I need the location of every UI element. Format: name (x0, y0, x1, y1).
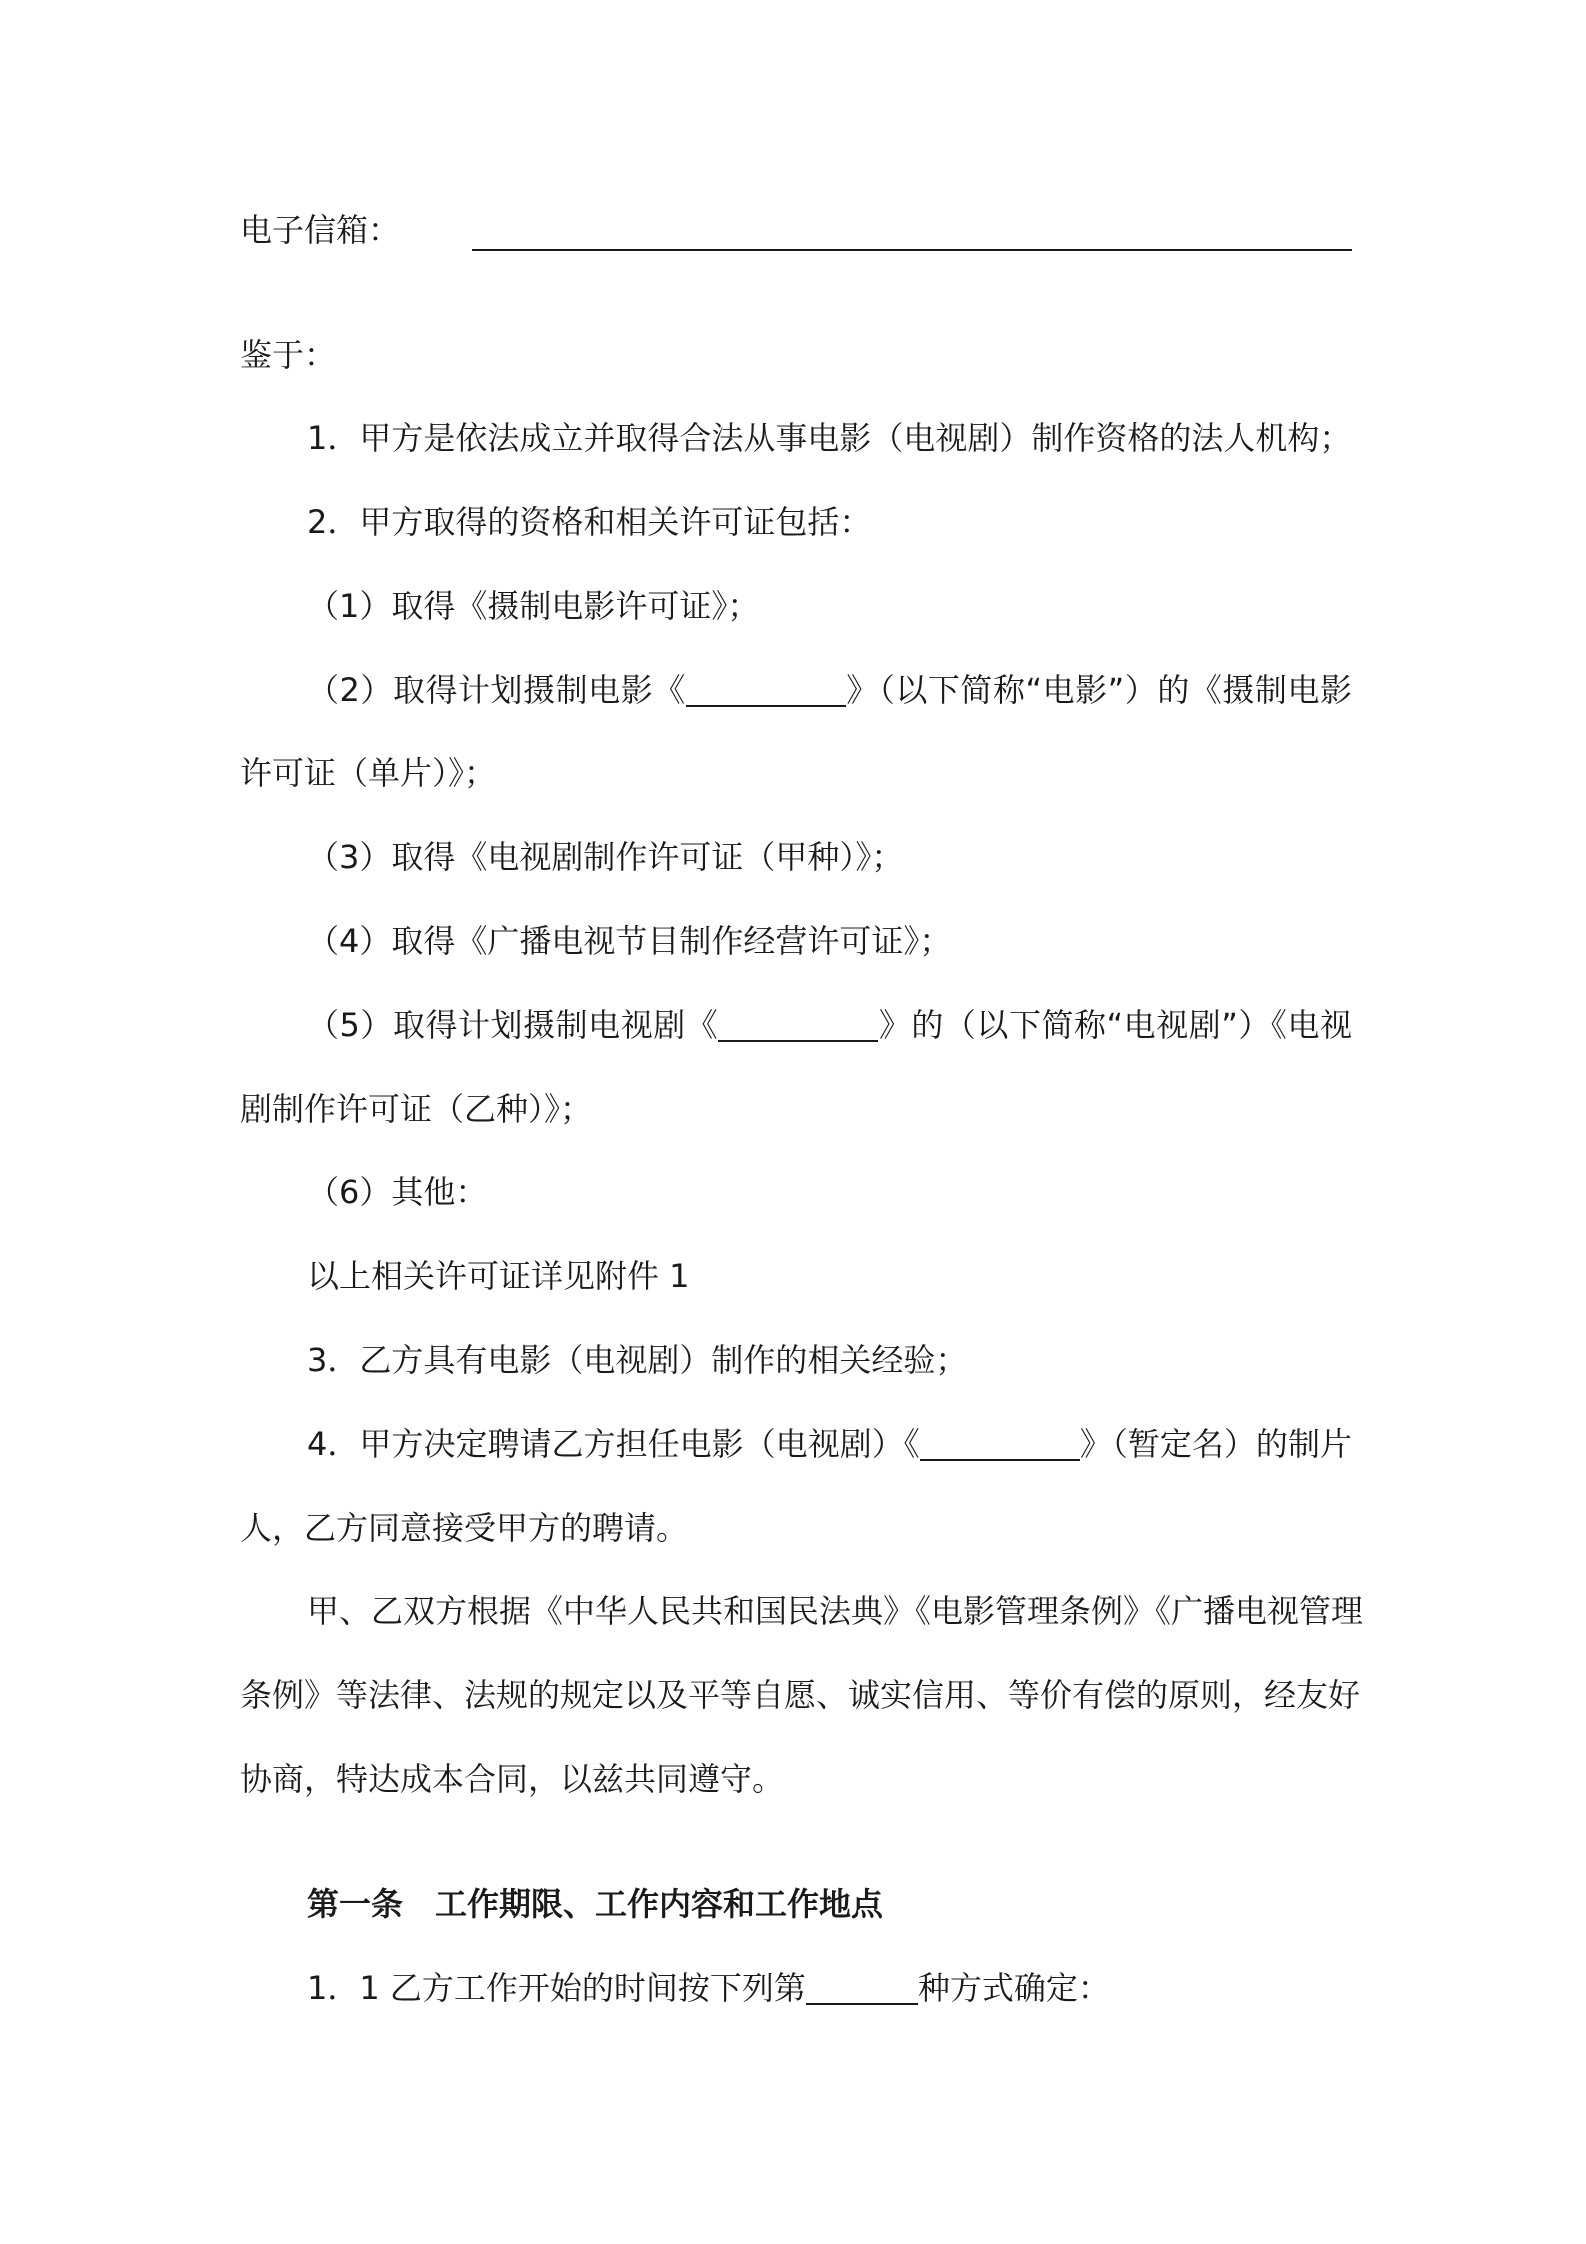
license-2-text-b: 》（以下简称“电影”）的《摄制电影 (845, 671, 1352, 709)
annex-note: 以上相关许可证详见附件 1 (307, 1257, 690, 1295)
film-title-blank[interactable] (686, 671, 846, 707)
recital-1: 1．甲方是依法成立并取得合法从事电影（电视剧）制作资格的法人机构； (307, 419, 1352, 457)
recital-4-line2: 人，乙方同意接受甲方的聘请。 (240, 1509, 689, 1547)
legal-basis-line1: 甲、乙双方根据《中华人民共和国民法典》《电影管理条例》《广播电视管理 (307, 1592, 1364, 1630)
license-5-text-a: （5）取得计划摄制电视剧《 (307, 1006, 719, 1044)
license-2-line2: 许可证（单片）》； (240, 754, 497, 792)
recital-2: 2．甲方取得的资格和相关许可证包括： (307, 503, 872, 541)
email-label: 电子信箱： (240, 211, 401, 249)
recital-4-text-a: 4．甲方决定聘请乙方担任电影（电视剧）《 (307, 1425, 920, 1463)
license-6: （6）其他： (307, 1173, 488, 1211)
license-2-text-a: （2）取得计划摄制电影《 (307, 671, 686, 709)
clause-1-1-text-a: 1．1 乙方工作开始的时间按下列第 (307, 1969, 806, 2007)
license-1: （1）取得《摄制电影许可证》； (307, 587, 760, 625)
tv-title-blank[interactable] (718, 1006, 878, 1042)
whereas-heading: 鉴于： (240, 336, 337, 374)
recital-4-line1 (307, 1424, 1352, 1464)
article-1-title: 第一条 工作期限、工作内容和工作地点 (307, 1885, 884, 1923)
recital-3: 3．乙方具有电影（电视剧）制作的相关经验； (307, 1341, 968, 1379)
legal-basis-line2: 条例》等法律、法规的规定以及平等自愿、诚实信用、等价有偿的原则，经友好 (240, 1676, 1361, 1714)
license-5-line1 (307, 1005, 1352, 1045)
legal-basis-line3: 协商，特达成本合同，以兹共同遵守。 (240, 1760, 785, 1798)
license-2-line1 (307, 670, 1352, 710)
license-5-text-b: 》的（以下简称“电视剧”）《电视 (878, 1006, 1352, 1044)
license-5-line2: 剧制作许可证（乙种）》； (240, 1090, 593, 1128)
clause-1-1 (307, 1968, 1352, 2008)
project-title-blank[interactable] (920, 1425, 1080, 1461)
method-number-blank[interactable] (806, 1969, 918, 2005)
email-blank-field[interactable] (472, 249, 1352, 251)
recital-4-text-b: 》（暂定名）的制片 (1079, 1425, 1352, 1463)
license-4: （4）取得《广播电视节目制作经营许可证》； (307, 922, 952, 960)
clause-1-1-text-b: 种方式确定： (917, 1969, 1110, 2007)
license-3: （3）取得《电视剧制作许可证（甲种）》； (307, 838, 904, 876)
